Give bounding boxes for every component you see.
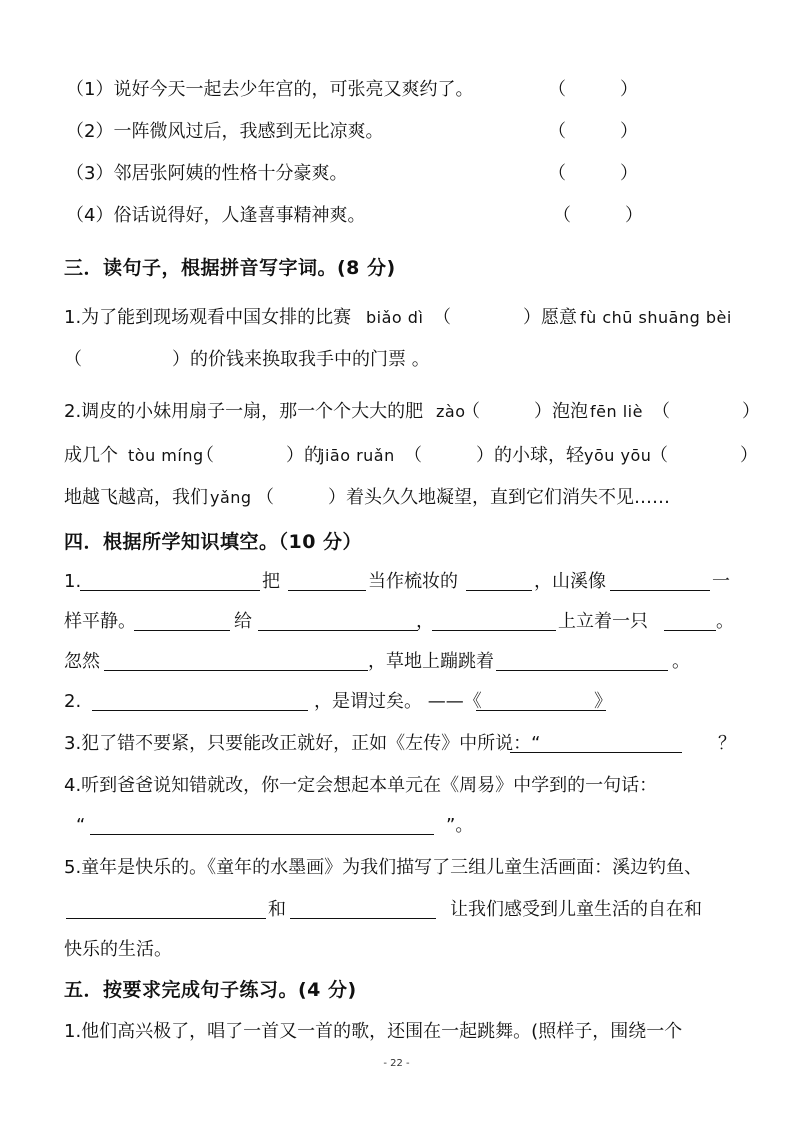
s4-q3 [0,728,793,760]
s4-q3-text: 3.犯了错不要紧，只要能改正就好，正如《左传》中所说：“ [64,733,541,754]
answer-blank[interactable] [66,894,266,919]
s2-item-1-text: （1）说好今天一起去少年宫的，可张亮又爽约了。 [66,79,474,100]
s4-text: ，草地上蹦跳着 [368,651,494,672]
section5-title-text: 五．按要求完成句子练习。(4 分) [64,979,357,1001]
s3-q1-text: 1.为了能到现场观看中国女排的比赛 [64,307,352,328]
s4-q4 [0,770,793,802]
s4-q5-line2 [0,894,793,926]
answer-paren[interactable]: （ ）着头久久地凝望，直到它们消失不见…… [256,487,670,508]
answer-blank[interactable] [664,606,716,631]
answer-blank[interactable] [90,810,434,835]
answer-blank[interactable] [290,894,436,919]
s2-item-4-text: （4）俗话说得好，人逢喜事精神爽。 [66,205,366,226]
s2-item-2 [0,116,793,148]
s3-q2-line1 [0,396,793,428]
s3-q1-text-2: （ ）的价钱来换取我手中的门票 。 [64,349,430,370]
section3-title [0,252,793,284]
s5-q1-text: 1.他们高兴极了，唱了一首又一首的歌，还围在一起跳舞。(照样子，围绕一个 [64,1021,683,1042]
s4-q1-line3 [0,646,793,678]
s4-text: 让我们感受到儿童生活的自在和 [450,899,702,920]
answer-blank[interactable] [610,566,710,591]
answer-paren[interactable]: （ ） [652,401,760,422]
answer-blank[interactable] [80,566,260,591]
answer-paren[interactable]: （ ） [553,205,643,226]
book-title-blank[interactable] [476,686,606,711]
pinyin: yōu yōu [584,446,652,465]
answer-blank[interactable] [258,606,418,631]
s4-q5-text: 5.童年是快乐的。《童年的水墨画》为我们描写了三组儿童生活画面：溪边钓鱼、 [64,857,703,878]
s3-q2-text-3: 地越飞越高，我们 [64,487,208,508]
s4-text: 忽然 [64,651,100,672]
pinyin: fēn liè [590,402,643,421]
answer-blank[interactable] [104,646,368,671]
answer-blank[interactable] [432,606,556,631]
s4-q2 [0,686,793,718]
section4-title [0,526,793,558]
section5-title [0,974,793,1006]
s4-text: 。 [672,651,690,672]
pinyin: tòu míng [128,446,204,465]
pinyin: biǎo dì [366,308,424,327]
s2-item-2-text: （2）一阵微风过后，我感到无比凉爽。 [66,121,384,142]
answer-paren[interactable]: （ ）泡泡 [462,401,588,422]
answer-paren[interactable]: （ ）的 [196,445,322,466]
s4-text: 给 [234,611,252,632]
s3-q1-line1 [0,302,793,334]
s4-text: 和 [268,899,286,920]
s4-text: 上立着一只 [558,611,648,632]
answer-paren[interactable]: （ ） [650,445,758,466]
s4-text: 快乐的生活。 [64,939,172,960]
s4-text: 。 [716,611,734,632]
section3-title-text: 三．读句子，根据拼音写字词。(8 分) [64,257,396,279]
answer-blank[interactable] [466,566,532,591]
s2-item-3-text: （3）邻居张阿姨的性格十分豪爽。 [66,163,348,184]
pinyin: zào [436,402,466,421]
s4-text: ”。 [446,815,474,836]
answer-blank[interactable] [92,686,308,711]
s4-q1-line2 [0,606,793,638]
section4-title-text: 四．根据所学知识填空。（10 分） [64,531,363,553]
s4-q4-text: 4.听到爸爸说知错就改，你一定会想起本单元在《周易》中学到的一句话： [64,775,658,796]
answer-blank[interactable] [496,646,668,671]
s4-q5-line1 [0,852,793,884]
s4-text: ，是谓过矣。 ——《 [314,691,482,712]
answer-blank[interactable] [510,728,682,753]
answer-paren[interactable]: （ ） [548,79,638,100]
page-number: - 22 - [383,1058,410,1069]
s3-q2-line2 [0,440,793,472]
s4-q1-num: 1. [64,571,82,592]
answer-blank[interactable] [288,566,366,591]
s4-text: 把 [262,571,280,592]
s5-q1 [0,1016,793,1048]
pinyin: jiāo ruǎn [320,446,395,465]
s4-text: ， [416,611,434,632]
s4-q4-answer [0,810,793,842]
s4-text: 》 [594,691,612,712]
s4-text: ，山溪像 [534,571,606,592]
s4-q5-line3 [0,934,793,966]
answer-paren[interactable]: （ ）愿意 [433,307,577,328]
answer-blank[interactable] [134,606,230,631]
s4-text: 当作梳妆的 [368,571,458,592]
s4-q2-num: 2. [64,691,82,712]
s4-text: “ [76,815,86,836]
s4-text: ？ [718,733,736,754]
s4-text: 一 [712,571,730,592]
pinyin: fù chū shuāng bèi [580,308,732,327]
answer-paren[interactable]: （ ） [548,163,638,184]
answer-paren[interactable]: （ ） [548,121,638,142]
s3-q2-text-2: 成几个 [64,445,118,466]
s2-item-3 [0,158,793,190]
answer-paren[interactable]: （ ）的小球，轻 [404,445,584,466]
s3-q2-line3 [0,482,793,514]
s2-item-4 [0,200,793,232]
s4-q1-line1 [0,566,793,598]
s3-q1-line2 [0,344,793,376]
s3-q2-text: 2.调皮的小妹用扇子一扇，那一个个大大的肥 [64,401,424,422]
pinyin: yǎng [210,488,252,507]
s4-text: 样平静。 [64,611,136,632]
s2-item-1 [0,74,793,106]
